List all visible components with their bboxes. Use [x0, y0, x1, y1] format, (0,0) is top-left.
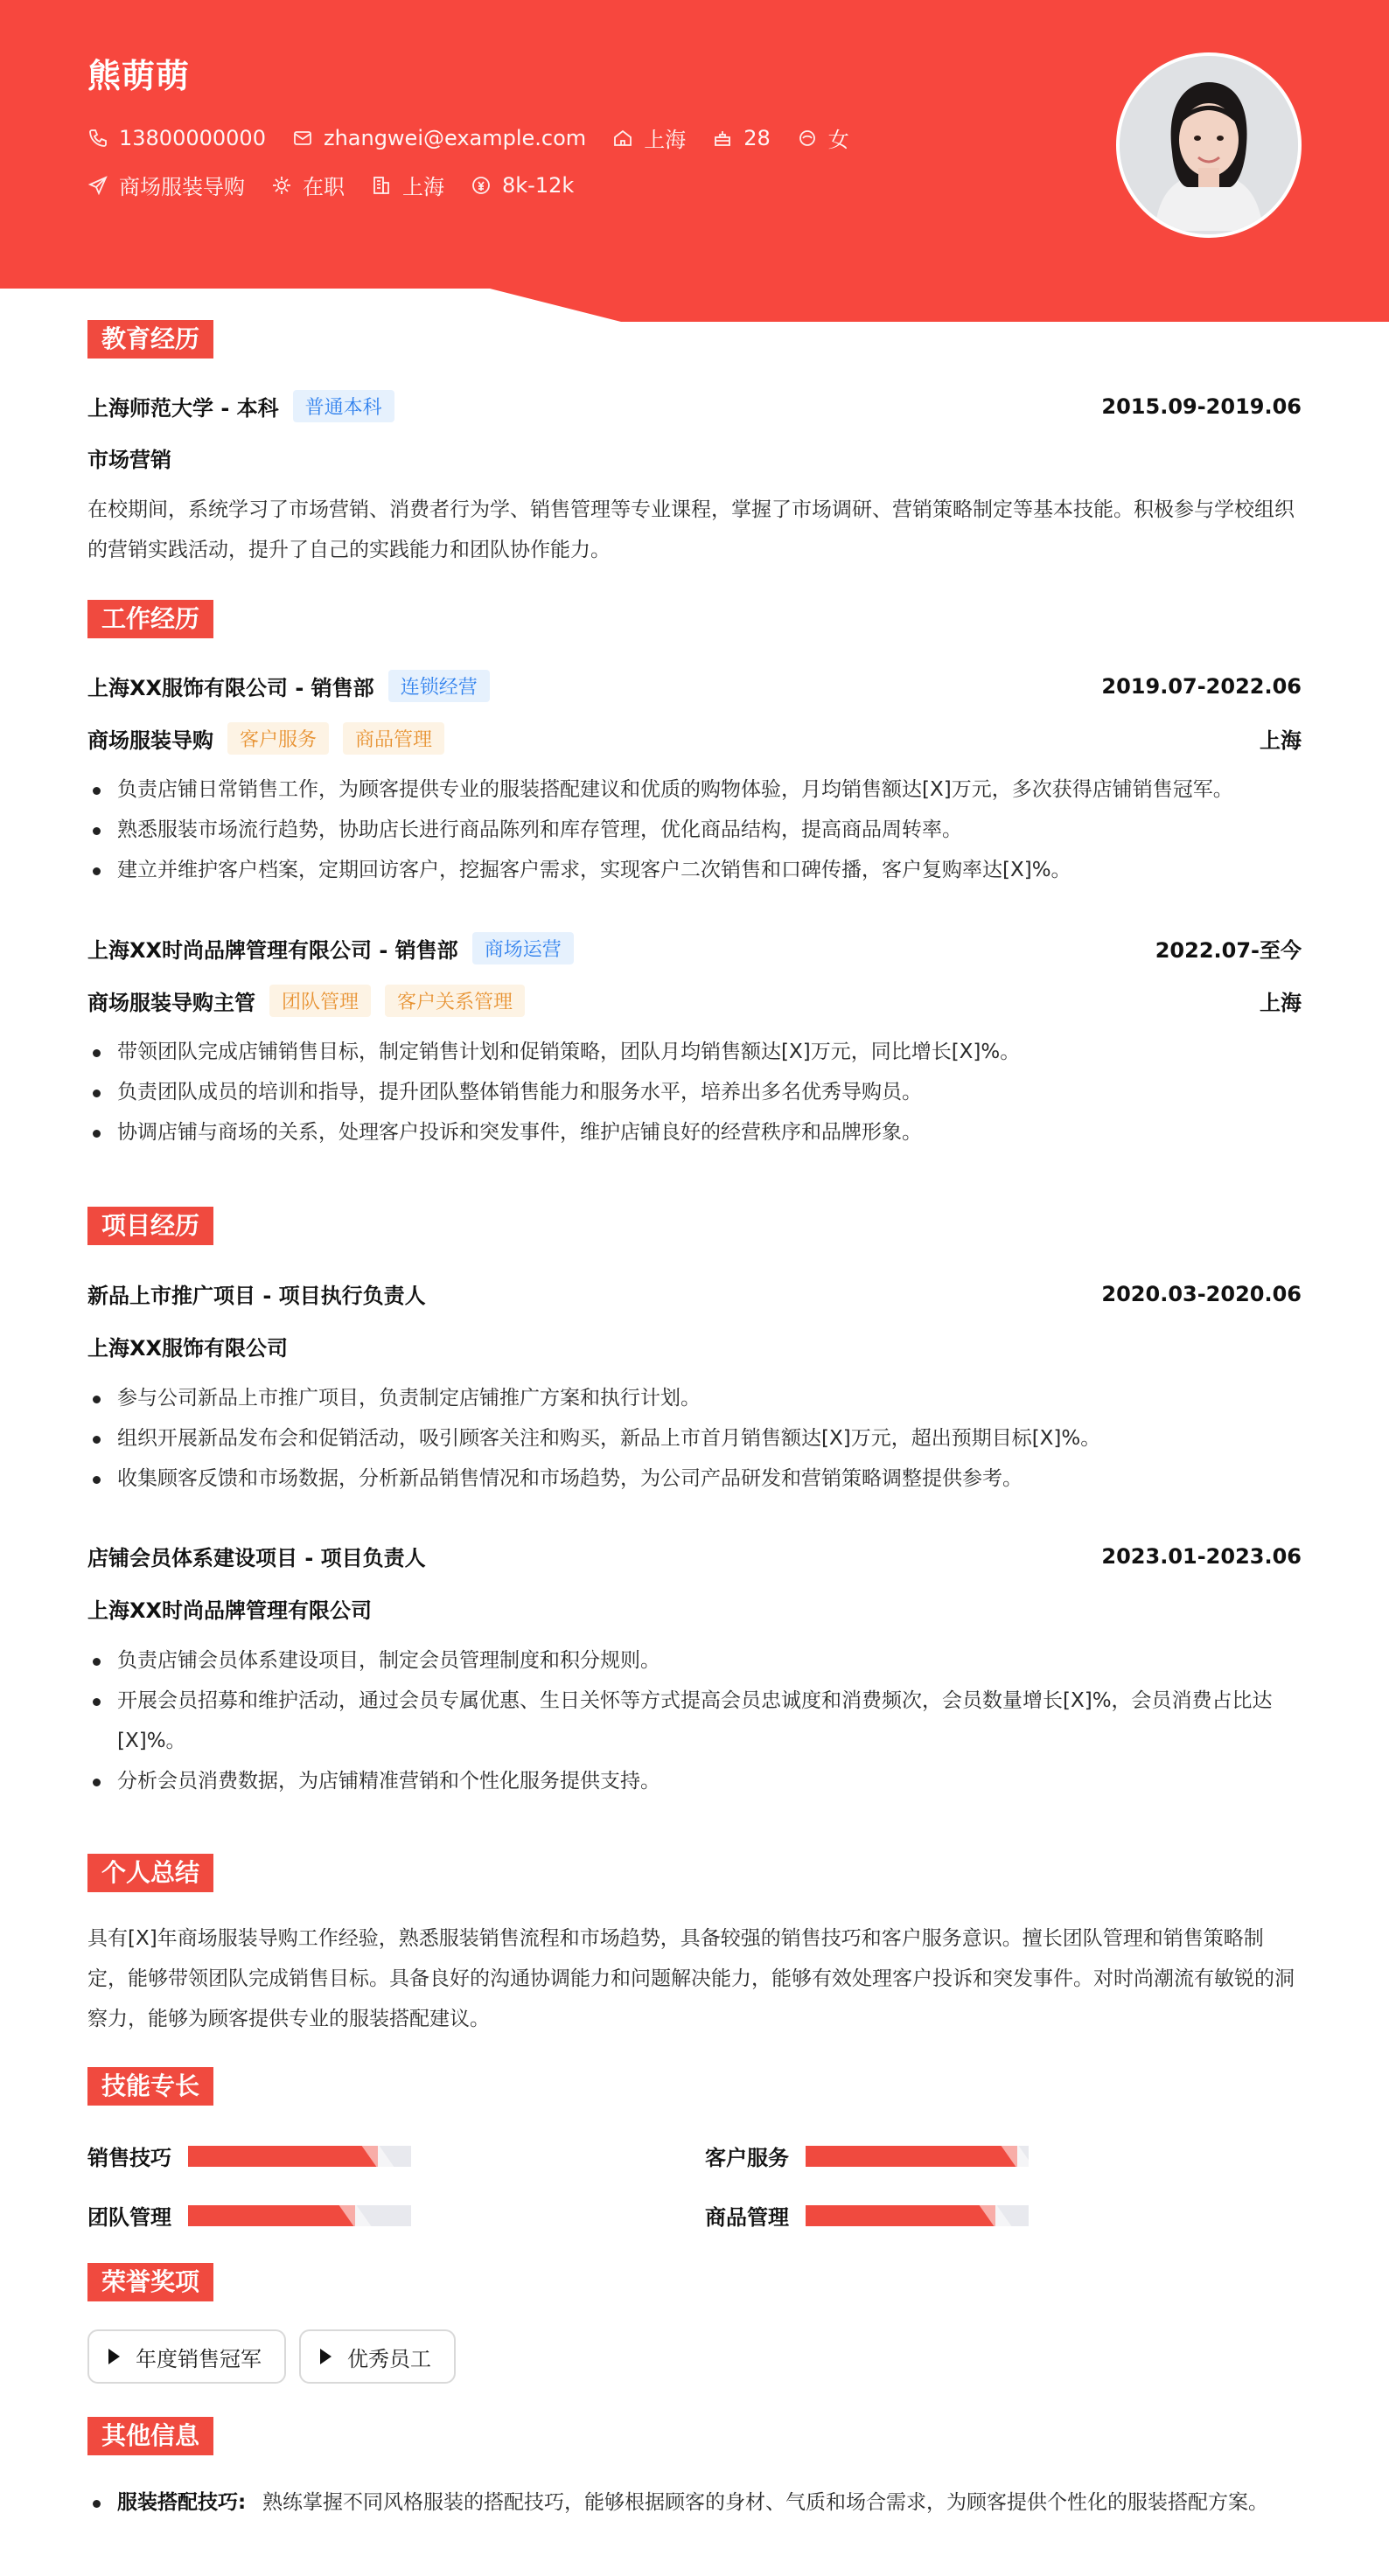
work-2-tag-2: 客户关系管理 [385, 985, 525, 1017]
salary-icon [471, 175, 492, 196]
work-1-tag-2: 商品管理 [343, 722, 444, 755]
education-description: 在校期间，系统学习了市场营销、消费者行为学、销售管理等专业课程，掌握了市场调研、营销策略制定等基本技能。积极参与学校组织的营销实践活动，提升了自己的实践能力和团队协作能力。 [87, 498, 1295, 561]
section-title-project: 项目经历 [87, 1207, 213, 1245]
work-1-role-row [87, 722, 1302, 755]
section-project [87, 1207, 213, 1245]
send-icon [87, 175, 108, 196]
other-label: 服装搭配技巧: [117, 2491, 247, 2514]
skill-label: 团队管理 [87, 2205, 171, 2230]
gender-text: 女 [827, 128, 849, 152]
skill-item [705, 2141, 1029, 2171]
section-title-work: 工作经历 [87, 600, 213, 638]
skill-fill [188, 2146, 378, 2167]
list-item: 熟悉服装市场流行趋势，协助店长进行商品陈列和库存管理，优化商品结构，提高商品周转率。 [87, 810, 1302, 850]
target-city-text: 上海 [402, 175, 444, 199]
section-divider [87, 2436, 1302, 2438]
section-other [87, 2417, 213, 2455]
age-text: 28 [743, 125, 771, 150]
skill-bar [806, 2146, 1029, 2167]
section-divider [87, 339, 1302, 341]
list-item: 带领团队完成店铺销售目标，制定销售计划和促销策略，团队月均销售额达[X]万元，同比增长[X]%。 [87, 1032, 1302, 1072]
work-1-location: 上海 [1260, 728, 1302, 753]
project-2-date: 2023.01-2023.06 [1101, 1543, 1302, 1569]
project-2-title: 店铺会员体系建设项目 - 项目负责人 [87, 1546, 426, 1570]
section-work [87, 600, 213, 638]
email-text: zhangwei@example.com [323, 125, 587, 150]
skill-item [87, 2200, 411, 2231]
other-text: 熟练掌握不同风格服装的搭配技巧，能够根据顾客的身材、气质和场合需求，为顾客提供个性化的服装搭配方案。 [262, 2491, 1268, 2514]
age-item [712, 126, 771, 150]
award-badge [299, 2329, 456, 2384]
work-1-date: 2019.07-2022.06 [1101, 673, 1302, 699]
bullet-dot [93, 2500, 101, 2508]
skill-label: 商品管理 [705, 2205, 789, 2230]
skill-bar [188, 2205, 411, 2226]
skill-item [705, 2200, 1029, 2231]
award-label: 年度销售冠军 [136, 2346, 262, 2371]
award-badge [87, 2329, 286, 2384]
skill-bar [806, 2205, 1029, 2226]
list-item: 开展会员招募和维护活动，通过会员专属优惠、生日关怀等方式提高会员忠诚度和消费频次，会员数量增长[X]%，会员消费占比达[X]%。 [87, 1681, 1302, 1761]
target-city-item [371, 170, 444, 200]
resume-header [0, 0, 1389, 322]
phone-text: 13800000000 [119, 125, 266, 150]
cake-icon [712, 128, 733, 149]
school-name: 上海师范大学 - 本科 [87, 396, 279, 421]
section-divider [87, 2282, 1302, 2284]
skill-fill [806, 2205, 995, 2226]
education-badge: 普通本科 [293, 390, 394, 422]
project-1-bullets [87, 1378, 1302, 1499]
work-2-tag-1: 团队管理 [269, 985, 371, 1017]
gender-icon [797, 128, 818, 149]
work-2-badge: 商场运营 [472, 932, 574, 964]
project-2-company: 上海XX时尚品牌管理有限公司 [87, 1598, 373, 1623]
project-1-header-row [87, 1278, 1302, 1309]
email-item [292, 126, 586, 150]
work-1-bullets [87, 769, 1302, 890]
section-title-summary: 个人总结 [87, 1854, 213, 1892]
skill-label: 客户服务 [705, 2146, 789, 2170]
building-icon [371, 175, 392, 196]
phone-icon [87, 128, 108, 149]
list-item: 组织开展新品发布会和促销活动，吸引顾客关注和购买，新品上市首月销售额达[X]万元，超出预期目标[X]%。 [87, 1418, 1302, 1459]
mail-icon [292, 128, 313, 149]
skill-label: 销售技巧 [87, 2146, 171, 2170]
project-1-title: 新品上市推广项目 - 项目执行负责人 [87, 1284, 426, 1308]
status-text: 在职 [303, 175, 345, 199]
project-1-company-row [87, 1331, 1302, 1361]
project-2-company-row [87, 1593, 1302, 1624]
work-1-company: 上海XX服饰有限公司 - 销售部 [87, 676, 374, 700]
section-divider [87, 1226, 1302, 1228]
home-icon [612, 128, 633, 149]
list-item: 建立并维护客户档案，定期回访客户，挖掘客户需求，实现客户二次销售和口碑传播，客户复购率达[X]%。 [87, 850, 1302, 890]
skill-fill [806, 2146, 1017, 2167]
list-item: 负责店铺会员体系建设项目，制定会员管理制度和积分规则。 [87, 1640, 1302, 1681]
section-divider [87, 2086, 1302, 2088]
avatar [1116, 52, 1302, 238]
section-divider [87, 1873, 1302, 1875]
work-2-header-row [87, 932, 1302, 964]
education-major-row [87, 442, 1302, 473]
section-awards [87, 2263, 213, 2301]
job-intent-row [87, 170, 600, 200]
hometown-text: 上海 [644, 128, 687, 152]
work-2-location: 上海 [1260, 991, 1302, 1015]
status-item [271, 170, 345, 200]
project-1-company: 上海XX服饰有限公司 [87, 1336, 289, 1361]
section-skills [87, 2067, 213, 2106]
list-item: 负责店铺日常销售工作，为顾客提供专业的服装搭配建议和优质的购物体验，月均销售额达[X]万元，多次获得店铺销售冠军。 [87, 769, 1302, 810]
section-title-skills: 技能专长 [87, 2067, 213, 2106]
triangle-icon [108, 2349, 120, 2364]
section-title-other: 其他信息 [87, 2417, 213, 2455]
target-position-item [87, 170, 245, 200]
work-2-company: 上海XX时尚品牌管理有限公司 - 销售部 [87, 938, 458, 963]
contact-row [87, 122, 876, 153]
section-title-education: 教育经历 [87, 320, 213, 359]
section-divider [87, 619, 1302, 621]
work-2-role-row [87, 985, 1302, 1017]
education-date: 2015.09-2019.06 [1101, 393, 1302, 419]
list-item: 收集顾客反馈和市场数据，分析新品销售情况和市场趋势，为公司产品研发和营销策略调整提供参考。 [87, 1459, 1302, 1499]
list-item: 负责团队成员的培训和指导，提升团队整体销售能力和服务水平，培养出多名优秀导购员。 [87, 1072, 1302, 1112]
education-header-row [87, 390, 1302, 422]
project-1-date: 2020.03-2020.06 [1101, 1281, 1302, 1306]
salary-item [471, 173, 574, 198]
work-2-bullets [87, 1032, 1302, 1152]
skill-item [87, 2141, 411, 2171]
project-2-bullets [87, 1640, 1302, 1801]
skill-fill [188, 2205, 355, 2226]
target-position-text: 商场服装导购 [119, 175, 245, 199]
project-2-header-row [87, 1541, 1302, 1571]
award-label: 优秀员工 [347, 2346, 431, 2371]
candidate-name: 熊萌萌 [87, 57, 191, 95]
gender-item [797, 122, 849, 153]
work-1-badge: 连锁经营 [388, 670, 490, 702]
work-2-role: 商场服装导购主管 [87, 991, 255, 1015]
triangle-icon [320, 2349, 332, 2364]
section-summary [87, 1854, 213, 1892]
section-education [87, 320, 213, 359]
work-1-header-row [87, 670, 1302, 702]
status-icon [271, 175, 292, 196]
work-2-date: 2022.07-至今 [1155, 938, 1302, 963]
summary-text: 具有[X]年商场服装导购工作经验，熟悉服装销售流程和市场趋势，具备较强的销售技巧和客户服务意识。擅长团队管理和销售策略制定，能够带领团队完成销售目标。具备良好的沟通协调能力和问题解决能力，能够有效处理客户投诉和突发事件。对时尚潮流有敏锐的洞察力，能够为顾客提供专业的服装搭配建议。 [87, 1927, 1295, 2030]
section-title-awards: 荣誉奖项 [87, 2263, 213, 2301]
skill-bar [188, 2146, 411, 2167]
salary-text: 8k-12k [502, 172, 575, 198]
hometown-item [612, 122, 686, 153]
list-item: 协调店铺与商场的关系，处理客户投诉和突发事件，维护店铺良好的经营秩序和品牌形象。 [87, 1112, 1302, 1152]
list-item: 参与公司新品上市推广项目，负责制定店铺推广方案和执行计划。 [87, 1378, 1302, 1418]
major-name: 市场营销 [87, 448, 171, 472]
list-item: 分析会员消费数据，为店铺精准营销和个性化服务提供支持。 [87, 1761, 1302, 1801]
work-1-tag-1: 客户服务 [227, 722, 329, 755]
work-1-role: 商场服装导购 [87, 728, 213, 753]
phone-item [87, 126, 266, 150]
